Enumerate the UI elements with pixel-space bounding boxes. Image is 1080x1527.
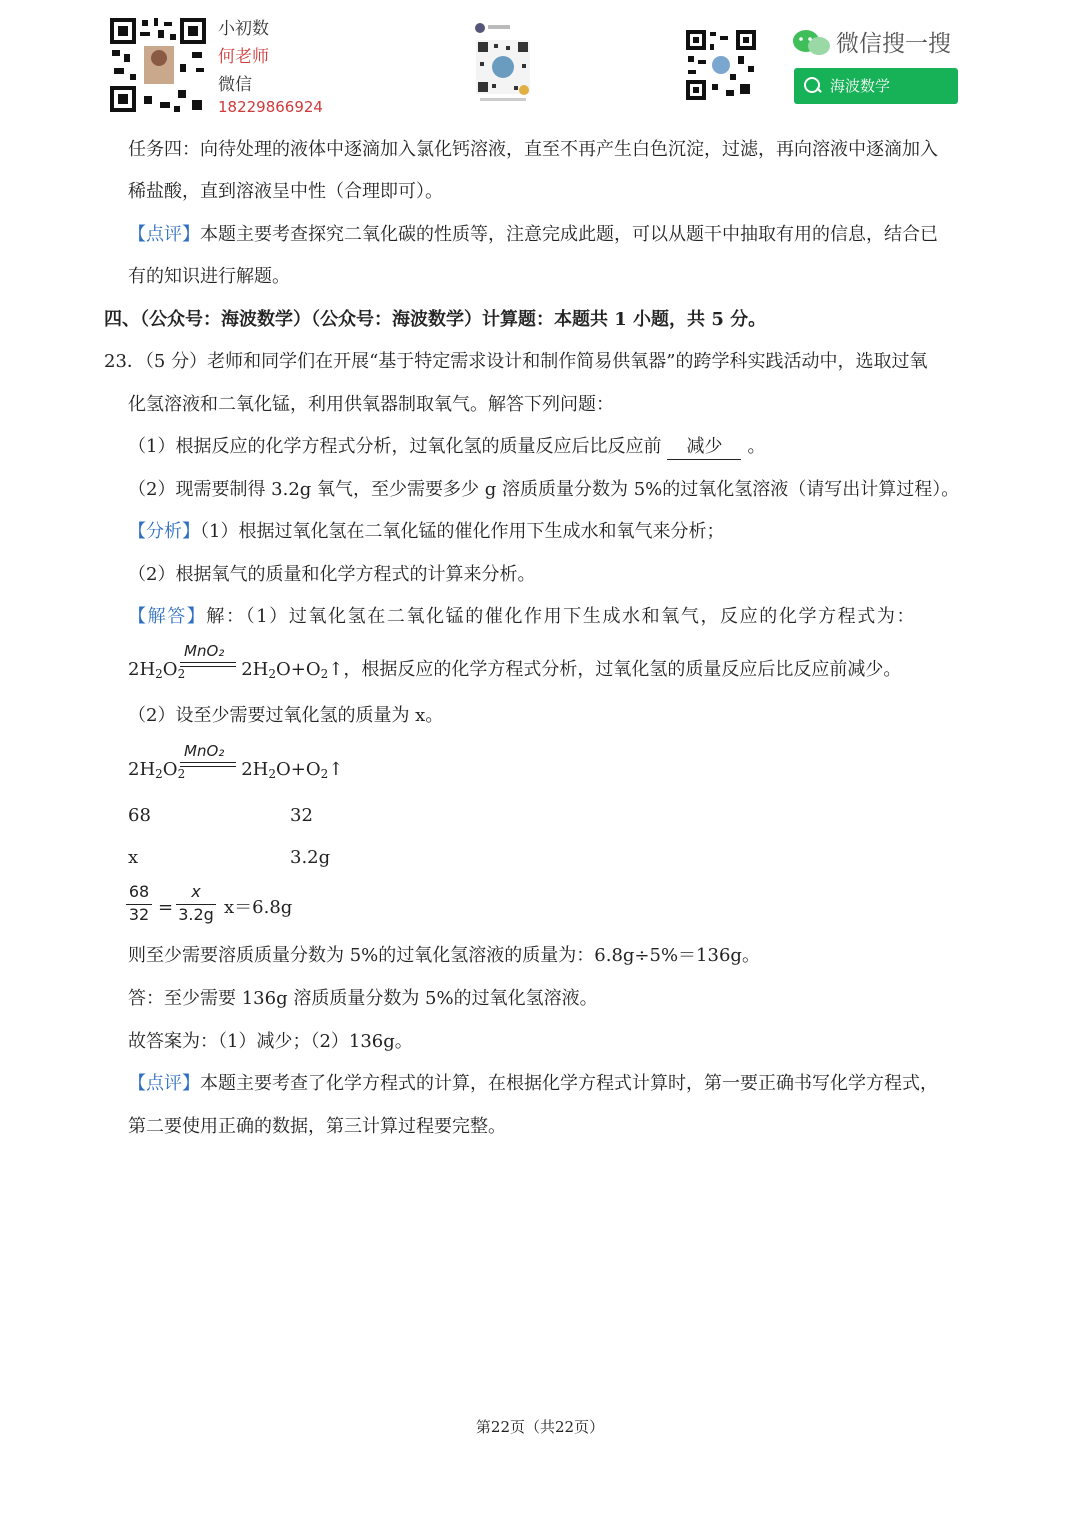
search-icon-handle <box>816 87 822 93</box>
header-text-line2: 何老师 <box>218 47 269 67</box>
page-number: 第22页（共22页） <box>475 1418 605 1436</box>
catalyst-label-2: MnO₂ <box>184 742 225 760</box>
fraction-right-den: 3.2g <box>178 905 214 924</box>
fraction-right-num: x <box>191 882 201 901</box>
q23-part1-text: （1）根据反应的化学方程式分析，过氧化氢的质量反应后比反应前 <box>128 436 662 457</box>
final-answer: 答：至少需要 136g 溶质质量分数为 5%的过氧化氢溶液。 <box>128 988 598 1009</box>
header-text-line3: 微信 <box>218 75 252 95</box>
qr-code-right <box>686 30 756 100</box>
review1-line2: 有的知识进行解题。 <box>128 266 290 287</box>
search-button[interactable] <box>794 68 958 104</box>
q23-part1-end: 。 <box>747 436 766 457</box>
q23-line1: 23．（5 分）老师和同学们在开展“基于特定需求设计和制作简易供氧器”的跨学科实践活动中，选取过氧 <box>104 351 928 372</box>
answer-tag: 【解答】 <box>128 606 207 627</box>
header-phone: 18229866924 <box>218 98 323 116</box>
fraction-right <box>176 882 216 927</box>
analysis-line2: （2）根据氧气的质量和化学方程式的计算来分析。 <box>128 564 536 585</box>
review1-tag: 【点评】 <box>128 224 200 245</box>
task4-line1: 任务四：向待处理的液体中逐滴加入氯化钙溶液，直至不再产生白色沉淀，过滤，再向溶液中逐滴加入 <box>128 139 938 160</box>
mass-line: 则至少需要溶质质量分数为 5%的过氧化氢溶液的质量为：6.8g÷5%＝136g。 <box>128 945 760 966</box>
answer-line2: （2）设至少需要过氧化氢的质量为 x。 <box>128 705 444 726</box>
mass-32: 32 <box>290 805 313 826</box>
equation-1: $2H_2O_2$ $2H_2O+O_2↑$，根据反应的化学方程式分析，过氧化氢的质量反应后比反应前减少。 <box>128 659 902 681</box>
review2-tag: 【点评】 <box>128 1073 200 1094</box>
review2-text1: 本题主要考查了化学方程式的计算，在根据化学方程式计算时，第一要正确书写化学方程式， <box>200 1073 938 1094</box>
conclusion: 故答案为：（1）减少；（2）136g。 <box>128 1031 413 1052</box>
task4-line2: 稀盐酸，直到溶液呈中性（合理即可）。 <box>128 181 443 202</box>
q23-part2: （2）现需要制得 3.2g 氧气，至少需要多少 g 溶质质量分数为 5%的过氧化氢溶液（请写出计算过程）。 <box>128 479 960 500</box>
q23-part1 <box>128 435 765 460</box>
mass-x: x <box>128 847 139 868</box>
equation-tail: ，根据反应的化学方程式分析，过氧化氢的质量反应后比反应前减少。 <box>343 659 902 680</box>
qr-code-center <box>470 20 536 104</box>
equals-sign: = <box>158 897 174 918</box>
analysis-line1 <box>128 520 724 544</box>
search-button-label: 海波数学 <box>830 77 891 95</box>
review1-line1 <box>128 223 938 247</box>
review2-line2: 第二要使用正确的数据，第三计算过程要完整。 <box>128 1116 506 1137</box>
analysis-tag: 【分析】 <box>128 521 200 542</box>
equation-2: $2H_2O_2$ $2H_2O+O_2↑$ <box>128 759 344 781</box>
wechat-icon <box>792 28 832 58</box>
x-result: x＝6.8g <box>224 897 293 918</box>
fraction-left-den: 32 <box>128 905 150 924</box>
mass-68: 68 <box>128 805 151 826</box>
fraction-left-num: 68 <box>128 882 150 901</box>
answer-line1 <box>128 605 916 629</box>
wechat-search-label: 微信搜一搜 <box>836 31 951 57</box>
review1-text1: 本题主要考查探究二氧化碳的性质等，注意完成此题，可以从题干中抽取有用的信息，结合已 <box>200 224 938 245</box>
analysis-text1: （1）根据过氧化氢在二氧化锰的催化作用下生成水和氧气来分析； <box>200 521 725 542</box>
answer-blank: 减少 <box>667 435 741 460</box>
catalyst-label: MnO₂ <box>184 642 225 660</box>
review2-line1 <box>128 1072 938 1096</box>
header-contact-text <box>218 14 328 122</box>
qr-code-left <box>108 16 208 114</box>
header-text-line1: 小初数 <box>218 19 269 39</box>
fraction-left <box>126 882 152 927</box>
mass-3-2g: 3.2g <box>290 847 331 868</box>
q23-line2: 化氢溶液和二氧化锰，利用供氧器制取氧气。解答下列问题： <box>128 394 614 415</box>
answer-text1: 解：（1）过氧化氢在二氧化锰的催化作用下生成水和氧气，反应的化学方程式为： <box>206 606 917 627</box>
section-heading: 四、（公众号：海波数学）（公众号：海波数学）计算题：本题共 1 小题，共 5 分。 <box>104 309 767 330</box>
